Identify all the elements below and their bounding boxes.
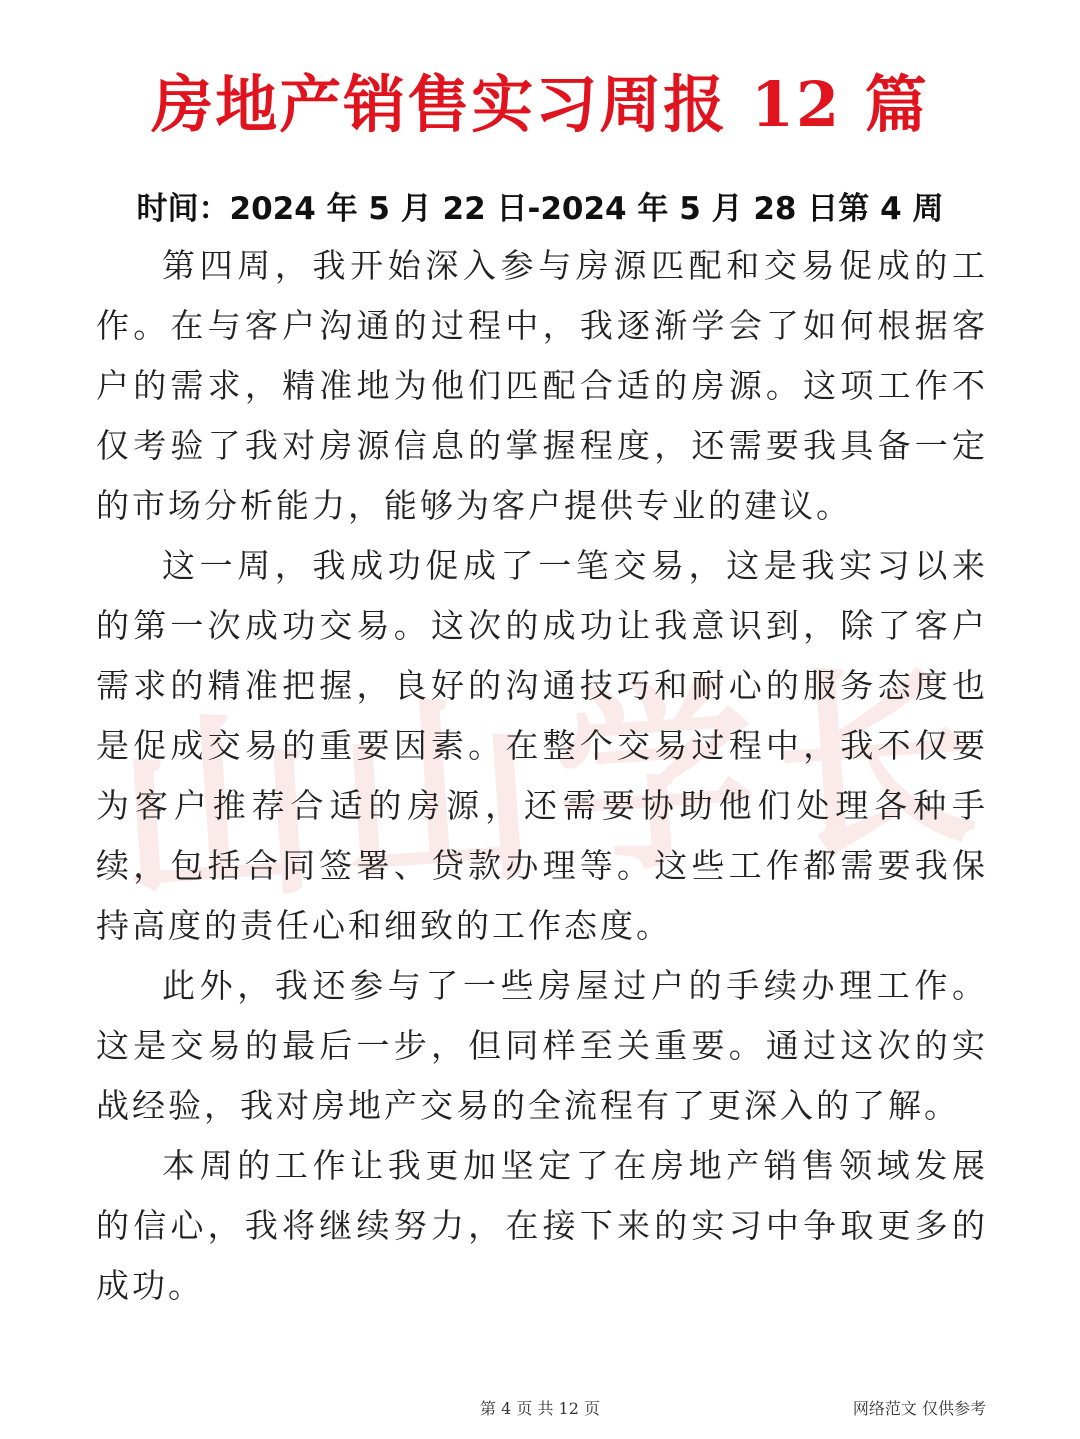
watermark-char: 山 [108,684,335,934]
watermark-char: 长 [767,638,994,888]
footer-note: 网络范文 仅供参考 [852,1399,986,1418]
paragraph: 此外，我还参与了一些房屋过户的手续办理工作。这是交易的最后一步，但同样至关重要。通过这次的实战经验，我对房地产交易的全流程有了更深入的了解。 [96,966,988,1125]
watermark-char: 学 [547,653,774,903]
date-line: 时间：2024 年 5 月 22 日-2024 年 5 月 28 日第 4 周 [136,191,944,227]
watermark-char: 山 [328,669,555,919]
paragraph: 本周的工作让我更加坚定了在房地产销售领域发展的信心，我将继续努力，在接下来的实习中争取更多的成功。 [96,1146,988,1305]
report-body [96,236,988,1316]
page-title: 房地产销售实习周报 12 篇 [151,68,929,141]
paragraph: 这一周，我成功促成了一笔交易，这是我实习以来的第一次成功交易。这次的成功让我意识到，除了客户需求的精准把握，良好的沟通技巧和耐心的服务态度也是促成交易的重要因素。在整个交易过程中，我不仅要为客户推荐合适的房源，还需要协助他们处理各种手续，包括合同签署、贷款办理等。这些工作都需要我保持高度的责任心和细致的工作态度。 [96,546,988,945]
page-indicator: 第 4 页 共 12 页 [480,1399,600,1418]
paragraph: 第四周，我开始深入参与房源匹配和交易促成的工作。在与客户沟通的过程中，我逐渐学会了如何根据客户的需求，精准地为他们匹配合适的房源。这项工作不仅考验了我对房源信息的掌握程度，还需要我具备一定的市场分析能力，能够为客户提供专业的建议。 [96,246,988,525]
